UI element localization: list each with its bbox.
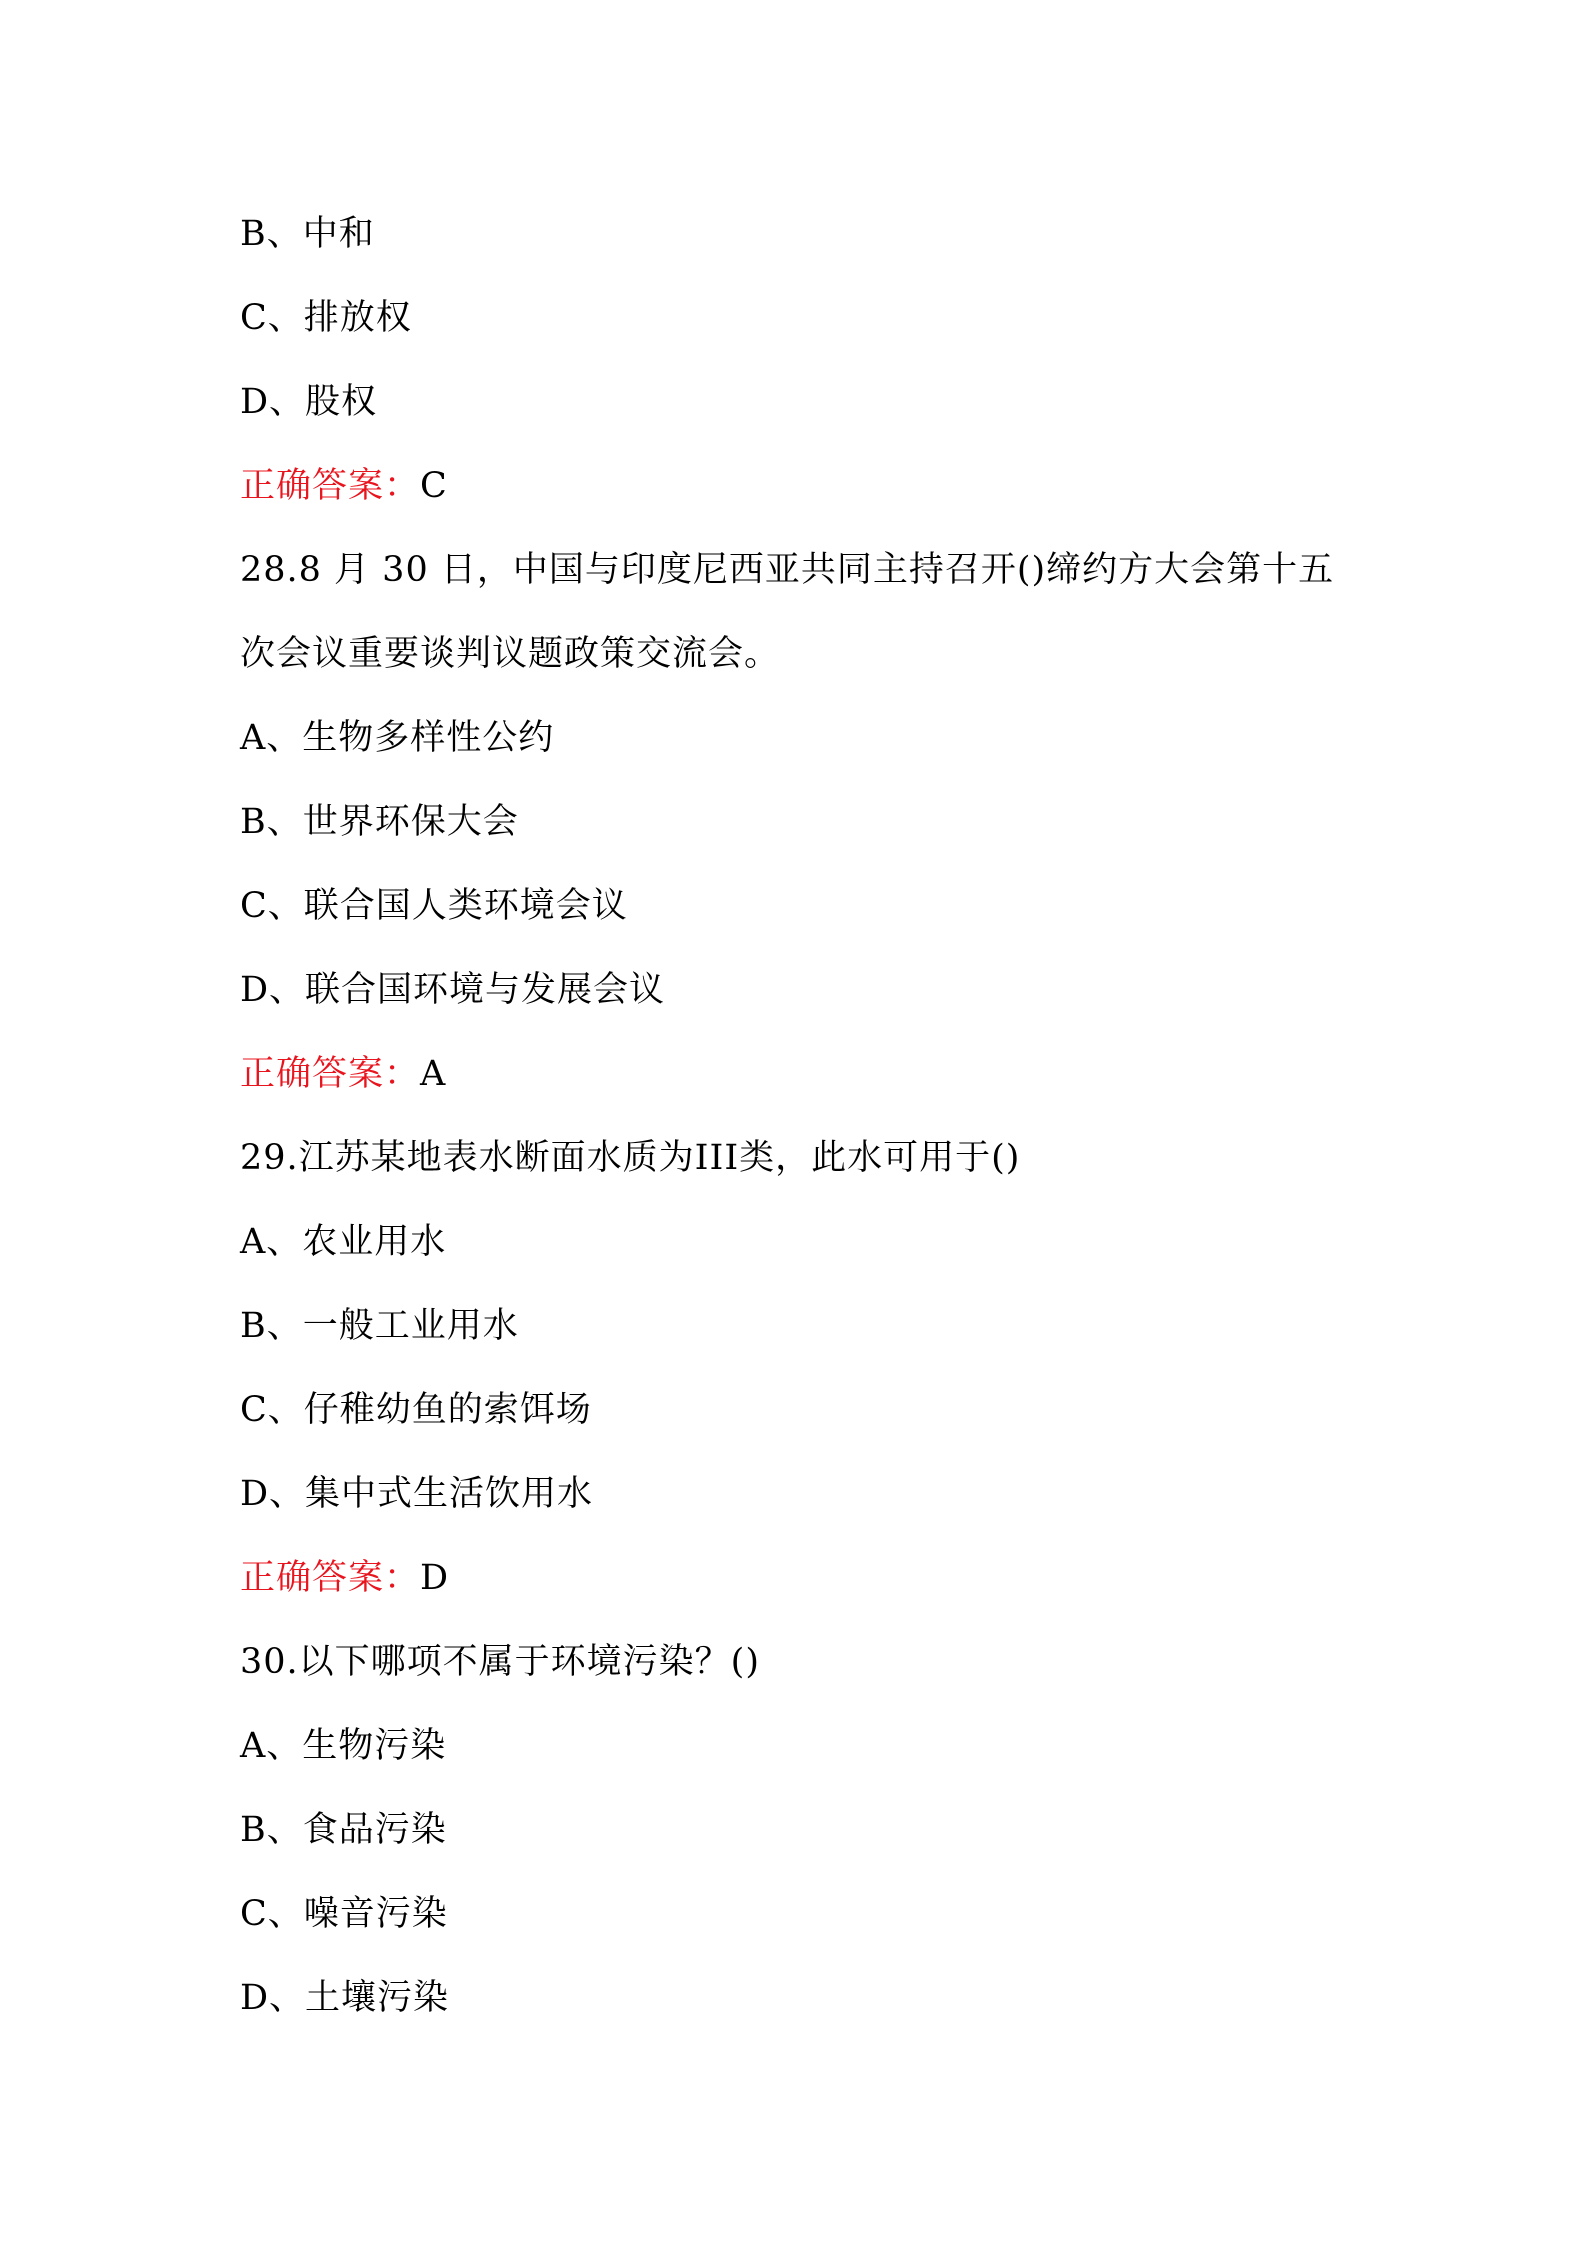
- q28-option-a: A、生物多样性公约: [240, 718, 555, 758]
- q29-option-c: C、仔稚幼鱼的索饵场: [240, 1390, 592, 1430]
- q27-option-d: D、股权: [240, 382, 378, 422]
- q28-stem-line2: 次会议重要谈判议题政策交流会。: [240, 634, 781, 674]
- answer-value: C: [420, 466, 448, 506]
- q27-option-c: C、排放权: [240, 298, 412, 338]
- q28-answer: [240, 1050, 446, 1098]
- answer-label: 正确答案：: [240, 466, 421, 506]
- q29-option-a: A、农业用水: [240, 1222, 447, 1262]
- answer-value: A: [420, 1054, 447, 1094]
- answer-value: D: [420, 1558, 450, 1598]
- q30-option-c: C、噪音污染: [240, 1894, 448, 1934]
- q27-answer: [240, 462, 448, 510]
- q28-option-d: D、联合国环境与发展会议: [240, 970, 666, 1010]
- answer-label: 正确答案：: [240, 1558, 421, 1598]
- q28-option-c: C、联合国人类环境会议: [240, 886, 628, 926]
- answer-label: 正确答案：: [240, 1054, 421, 1094]
- q29-option-d: D、集中式生活饮用水: [240, 1474, 594, 1514]
- q30-option-d: D、土壤污染: [240, 1978, 450, 2018]
- q30-option-a: A、生物污染: [240, 1726, 447, 1766]
- q29-option-b: B、一般工业用水: [240, 1306, 519, 1346]
- q28-stem-line1: 28.8 月 30 日，中国与印度尼西亚共同主持召开()缔约方大会第十五: [240, 550, 1335, 590]
- q28-option-b: B、世界环保大会: [240, 802, 519, 842]
- q29-answer: [240, 1554, 449, 1602]
- q27-option-b: B、中和: [240, 214, 375, 254]
- q30-option-b: B、食品污染: [240, 1810, 447, 1850]
- q30-stem-line1: 30.以下哪项不属于环境污染？(): [240, 1642, 760, 1682]
- q29-stem-line1: 29.江苏某地表水断面水质为III类，此水可用于(): [240, 1138, 1021, 1178]
